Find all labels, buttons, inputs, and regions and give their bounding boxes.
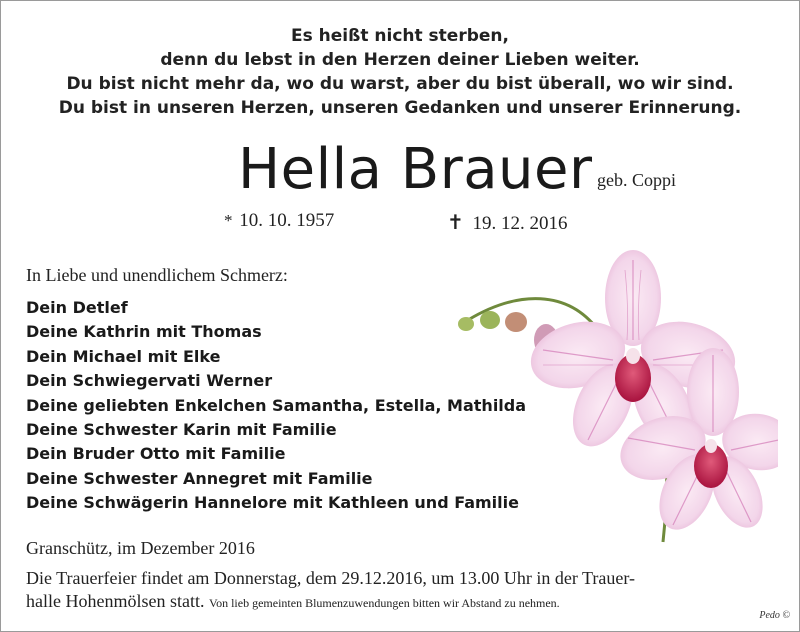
service-line-1: Die Trauerfeier findet am Donnerstag, dem 29.12.2016, um 13.00 Uhr in der Trauer- (26, 568, 636, 588)
deceased-name: Hella Brauer (238, 137, 593, 202)
motto-line: Es heißt nicht sterben, (291, 26, 509, 46)
flower-request-note: Von lieb gemeinten Blumenzuwendungen bitten wir Abstand zu nehmen. (208, 596, 560, 610)
photo-credit: Pedo © (759, 610, 790, 621)
mourner: Deine Schwester Karin mit Familie (26, 420, 337, 440)
orchid-flower-icon (448, 250, 778, 550)
service-location: halle Hohenmölsen statt. (26, 591, 205, 611)
death-date-value: 19. 12. 2016 (472, 213, 568, 234)
place-and-date: Granschütz, im Dezember 2016 (26, 538, 255, 558)
birth-date (224, 210, 334, 232)
motto-line: Du bist in unseren Herzen, unseren Gedanken und unserer Erinnerung. (58, 98, 742, 118)
mourner: Deine Schwägerin Hannelore mit Kathleen und Familie (26, 493, 519, 513)
birth-date-value: 10. 10. 1957 (239, 210, 335, 231)
mourner: Dein Michael mit Elke (26, 346, 221, 366)
funeral-service-info (26, 567, 786, 615)
motto-line: denn du lebst in den Herzen deiner Lieben weiter. (160, 50, 640, 70)
mourner: Dein Bruder Otto mit Familie (26, 444, 286, 464)
mourner: Dein Detlef (26, 298, 128, 317)
mourner: Deine Schwester Annegret mit Familie (26, 468, 373, 488)
mourners-intro: In Liebe und unendlichem Schmerz: (26, 265, 288, 285)
cross-icon: ✝ (447, 212, 464, 234)
mourner: Deine Kathrin mit Thomas (26, 322, 262, 342)
motto-line: Du bist nicht mehr da, wo du warst, aber du bist überall, wo wir sind. (66, 74, 734, 94)
birth-star-icon: * (224, 211, 233, 230)
death-date (447, 210, 568, 235)
mourner: Dein Schwiegervati Werner (26, 371, 273, 391)
service-line-2 (26, 590, 786, 615)
maiden-name: geb. Coppi (597, 170, 676, 190)
motto-verse (0, 24, 800, 120)
mourner: Deine geliebten Enkelchen Samantha, Estella, Mathilda (26, 395, 527, 415)
